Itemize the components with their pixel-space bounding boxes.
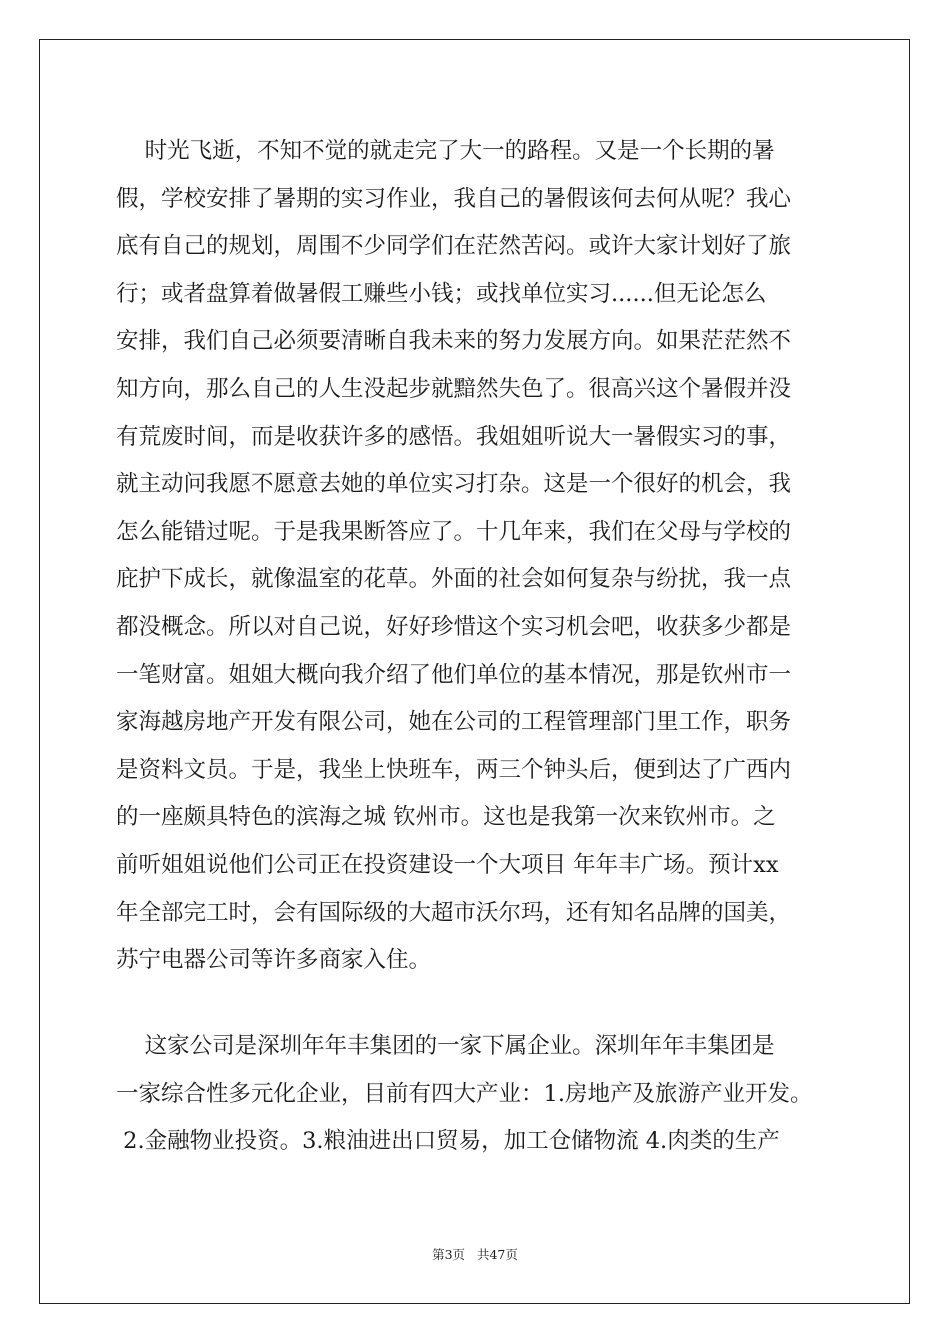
text-line: 怎么能错过呢。于是我果断答应了。十几年来，我们在父母与学校的 bbox=[116, 518, 792, 545]
text-line: 一家综合性多元化企业，目前有四大产业：1.房地产及旅游产业开发。 bbox=[116, 1080, 813, 1107]
text-line: 就主动问我愿不愿意去她的单位实习打杂。这是一个很好的机会，我 bbox=[116, 471, 792, 498]
text-line: 时光飞逝，不知不觉的就走完了大一的路程。又是一个长期的暑 bbox=[116, 138, 775, 164]
text-line: 行；或者盘算着做暑假工赚些小钱；或找单位实习......但无论怎么 bbox=[116, 280, 767, 307]
text-line: 苏宁电器公司等许多商家入住。 bbox=[116, 947, 432, 974]
text-line: 假，学校安排了暑期的实习作业，我自己的暑假该何去何从呢？我心 bbox=[116, 185, 792, 212]
text-line: 是资料文员。于是，我坐上快班车，两三个钟头后，便到达了广西内 bbox=[116, 756, 792, 783]
paragraph-2 bbox=[116, 1023, 832, 1166]
paragraph-1 bbox=[116, 128, 832, 985]
page-total: 共47页 bbox=[476, 1247, 518, 1262]
text-line: 2.金融物业投资。3.粮油进出口贸易，加工仓储物流 4.肉类的生产 bbox=[116, 1128, 780, 1155]
text-line: 的一座颇具特色的滨海之城 钦州市。这也是我第一次来钦州市。之 bbox=[116, 804, 776, 831]
text-line: 有荒废时间，而是收获许多的感悟。我姐姐听说大一暑假实习的事， bbox=[116, 423, 792, 450]
text-line: 底有自己的规划，周围不少同学们在茫然苦闷。或许大家计划好了旅 bbox=[116, 233, 792, 260]
text-line: 这家公司是深圳年年丰集团的一家下属企业。深圳年年丰集团是 bbox=[116, 1033, 775, 1059]
page-number: 第3页 bbox=[432, 1247, 466, 1262]
page-footer bbox=[0, 1245, 950, 1263]
text-line: 知方向，那么自己的人生没起步就黯然失色了。很高兴这个暑假并没 bbox=[116, 375, 792, 402]
text-line: 家海越房地产开发有限公司，她在公司的工程管理部门里工作，职务 bbox=[116, 709, 792, 736]
text-line: 一笔财富。姐姐大概向我介绍了他们单位的基本情况，那是钦州市一 bbox=[116, 661, 792, 688]
text-line: 年全部完工时，会有国际级的大超市沃尔玛，还有知名品牌的国美， bbox=[116, 899, 792, 926]
text-line: 前听姐姐说他们公司正在投资建设一个大项目 年年丰广场。预计xx bbox=[116, 851, 779, 878]
text-line: 都没概念。所以对自己说，好好珍惜这个实习机会吧，收获多少都是 bbox=[116, 613, 792, 640]
text-line: 庇护下成长，就像温室的花草。外面的社会如何复杂与纷扰，我一点 bbox=[116, 566, 792, 593]
text-line: 安排，我们自己必须要清晰自我未来的努力发展方向。如果茫茫然不 bbox=[116, 328, 792, 355]
